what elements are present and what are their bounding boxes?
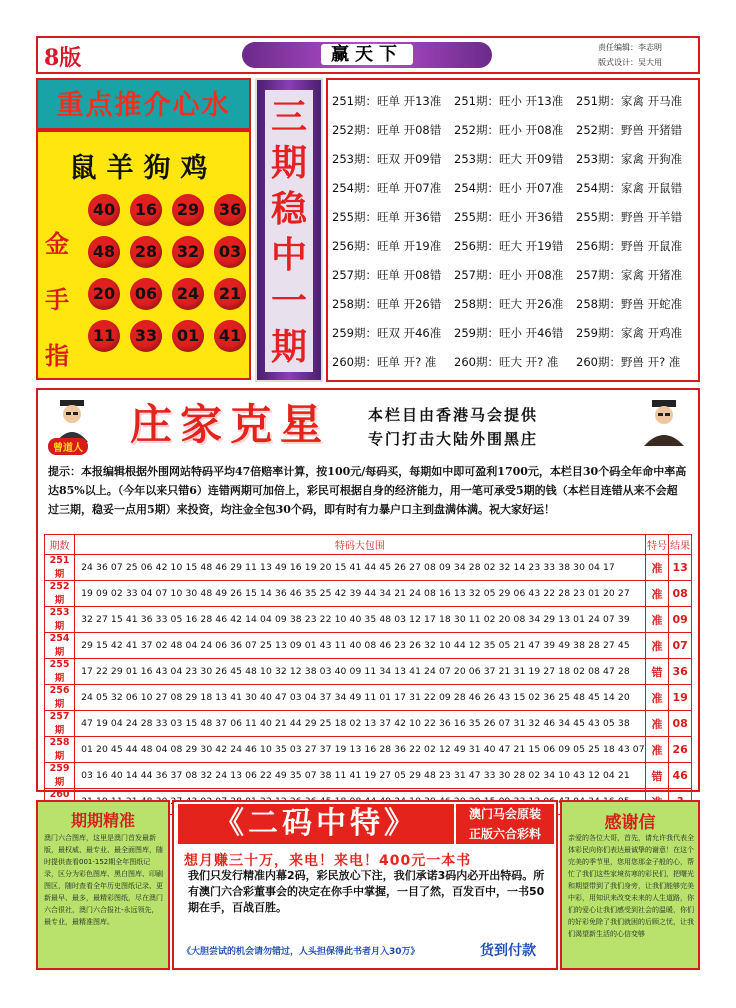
- advert-side-line: 正版六合彩料: [468, 827, 541, 841]
- number-ball: 28: [130, 236, 162, 268]
- list-cell: 257期：旺单 开08错: [332, 268, 442, 282]
- thanks-text: 亲爱的各位大哥，首先，请允许我代表全体彩民向你们表达最诚挚的谢意！在这个完美的季节里，您用您那金子般的心，帮忙了我们这些家境贫寒的彩民们，把曙光和期望带到了我们身旁，让我们能够完美中彩，用知识来改变未来的人生道路，你们的爱心让我们感受到社会的温暖，你们的好彩免除了我们就困的后顾之忧，让我们渴望新生活的心信变够: [568, 834, 694, 938]
- table-row: [45, 685, 692, 711]
- special-cell: 准: [645, 685, 669, 711]
- list-row: [332, 233, 698, 259]
- header-title-pill: [242, 42, 492, 68]
- list-cell: 251期：旺单 开13准: [332, 94, 442, 108]
- result-cell: 08: [669, 711, 692, 737]
- col-result: 结果: [669, 535, 692, 555]
- info-left-title: 期期精准: [70, 811, 135, 830]
- list-cell: 259期：旺双 开46准: [332, 326, 442, 340]
- list-cell: 256期：野兽 开鼠准: [576, 239, 683, 253]
- list-cell: 251期：旺小 开13准: [454, 94, 564, 108]
- special-cell: 准: [645, 581, 669, 607]
- special-cell: 错: [645, 763, 669, 789]
- number-ball: 48: [88, 236, 120, 268]
- side-label-char: 手: [45, 285, 69, 314]
- list-cell: 252期：旺单 开08错: [332, 123, 442, 137]
- advert-title: 《二码中特》: [178, 804, 454, 844]
- person-icon: [52, 398, 92, 442]
- info-left-text: 澳门六合图库，这里是澳门首发最新版，最权威、最专业、最全面图库，随时提供查看001-152期全年图纸记录，区分为彩色图库、黑白图库、印刷图区，随时查看全年历史图纸记录、更新最早、最多，最精彩图纸，尽在澳门六合很社，澳门六合报社-永远领先，最专业，最精准图库。: [44, 834, 163, 926]
- numbers-cell: 24 05 32 06 10 27 08 29 18 13 41 30 40 47 03 04 37 34 49 11 01 17 31 22 09 28 46 26 43 15 02 36 25 48 45 14 20: [75, 685, 646, 711]
- list-row: [332, 175, 698, 201]
- result-cell: 13: [669, 555, 692, 581]
- advert-slogan: 想月赚三十万，来电！来电！400元一本书: [184, 853, 472, 869]
- numbers-cell: 03 16 40 14 44 36 37 08 32 24 13 06 22 49 35 07 38 11 41 19 27 05 29 48 23 31 47 33 30 28 02 34 10 43 12 04 21: [75, 763, 646, 789]
- list-cell: 256期：旺大 开19错: [454, 239, 564, 253]
- number-ball: 06: [130, 278, 162, 310]
- issue-cell: 260: [45, 789, 75, 815]
- numbers-cell: 29 15 42 41 37 02 48 04 24 06 36 07 25 13 09 01 43 11 40 08 46 23 26 32 10 44 12 35 05 21 47 39 49 38 28 27 45: [75, 633, 646, 659]
- issue-cell: 253期: [45, 607, 75, 633]
- col-issue: 期数: [45, 535, 75, 555]
- issue-cell: 259期: [45, 763, 75, 789]
- middle-section: [36, 388, 700, 800]
- number-ball: 33: [130, 320, 162, 352]
- issue-cell: 258期: [45, 737, 75, 763]
- list-row: [332, 88, 698, 114]
- number-ball: 36: [214, 194, 246, 226]
- result-cell: 46: [669, 763, 692, 789]
- numbers-cell: 47 19 04 24 28 33 03 15 48 37 06 11 40 21 44 29 25 18 02 13 37 42 10 22 36 16 35 26 07 31 32 46 34 45 43 05 38: [75, 711, 646, 737]
- issue-cell: 252期: [45, 581, 75, 607]
- list-cell: 260期：野兽 开? 准: [576, 355, 681, 369]
- issue-cell: 251期: [45, 555, 75, 581]
- result-cell: 26: [669, 737, 692, 763]
- list-row: [332, 320, 698, 346]
- credits: [598, 40, 662, 70]
- special-cell: 准: [645, 633, 669, 659]
- list-cell: 253期：旺双 开09错: [332, 152, 442, 166]
- list-cell: 258期：野兽 开蛇准: [576, 297, 683, 311]
- table-row: [45, 659, 692, 685]
- numbers-cell: 24 36 07 25 06 42 10 15 48 46 29 11 13 49 16 19 20 15 41 44 45 26 27 08 09 34 28 02 32 14 23 33 38 30 04 17: [75, 555, 646, 581]
- number-ball: 11: [88, 320, 120, 352]
- banner-char: 一: [270, 280, 307, 322]
- list-cell: 254期：旺小 开07准: [454, 181, 564, 195]
- badge: 曾道人: [48, 438, 88, 455]
- list-cell: 258期：旺单 开26错: [332, 297, 442, 311]
- list-row: [332, 146, 698, 172]
- subtitle-2: 专门打击大陆外围黑庄: [368, 430, 539, 448]
- list-cell: 253期：旺大 开09错: [454, 152, 564, 166]
- table-row: [45, 581, 692, 607]
- result-cell: 09: [669, 607, 692, 633]
- table-row: [45, 555, 692, 581]
- number-ball: 03: [214, 236, 246, 268]
- thanks-title: 感谢信: [604, 813, 656, 833]
- banner-char: 期: [270, 326, 307, 368]
- result-cell: 19: [669, 685, 692, 711]
- notice-text: 提示：本报编辑根据外围网站特码平均47倍赔率计算，按100元/每码买，每期如中即可盈利1700元，本栏目30个码全年命中率高达85%以上。（今年以来只错6）连错两期可加倍上，彩民可根据自身的经济能力，用一笔可承受5期的钱（本栏目连错从来不会超过三期，稳妥一点用5期）来投资，均注金全包30个码，即有时有力暴户口主到盘满体满。祝大家好运！: [48, 465, 687, 516]
- advert-side: [456, 804, 554, 844]
- list-cell: 257期：家禽 开猪准: [576, 268, 683, 282]
- table-header-row: [45, 535, 692, 555]
- list-cell: 253期：家禽 开狗准: [576, 152, 683, 166]
- special-cell: 准: [645, 711, 669, 737]
- list-cell: 260期：旺大 开? 准: [454, 355, 559, 369]
- list-cell: 259期：旺小 开46错: [454, 326, 564, 340]
- golden-finger-label: [42, 216, 72, 384]
- numbers-cell: 19 09 02 33 04 07 10 30 48 49 26 15 14 36 46 35 25 42 39 44 34 21 24 08 16 13 32 05 29 06 43 22 28 23 01 20 27: [75, 581, 646, 607]
- number-ball: 24: [172, 278, 204, 310]
- result-cell: 07: [669, 633, 692, 659]
- subtitle-1: 本栏目由香港马会提供: [368, 406, 539, 424]
- number-ball: 41: [214, 320, 246, 352]
- numbers-cell: 17 22 29 01 16 43 04 23 30 26 45 48 10 32 12 38 03 40 09 11 34 13 41 24 07 20 06 37 21 31 19 27 18 02 08 47 28: [75, 659, 646, 685]
- list-cell: 260期：旺单 开? 准: [332, 355, 437, 369]
- list-row: [332, 204, 698, 230]
- number-ball: 16: [130, 194, 162, 226]
- table-row: [45, 607, 692, 633]
- advert-side-line: 澳门马会原装: [468, 807, 541, 821]
- special-cell: 错: [645, 659, 669, 685]
- header-title: 赢天下: [321, 44, 413, 65]
- info-box-left: [36, 800, 170, 970]
- credit-editor: 责任编辑：李志明: [598, 43, 662, 52]
- section-title: 庄家克星: [130, 400, 331, 449]
- prediction-list: [326, 78, 700, 382]
- issue-cell: 257期: [45, 711, 75, 737]
- list-cell: 255期：旺小 开36错: [454, 210, 564, 224]
- person-icon: [642, 398, 686, 446]
- issue-cell: 255期: [45, 659, 75, 685]
- recommend-box: [36, 78, 251, 380]
- list-row: [332, 291, 698, 317]
- banner-char: 期: [270, 142, 307, 184]
- numbers-table: [44, 534, 692, 815]
- vertical-banner: [255, 78, 323, 382]
- advert-box: [172, 800, 558, 970]
- col-numbers: 特码大包围: [75, 535, 646, 555]
- numbers-cell: 01 20 45 44 48 04 08 29 30 42 24 46 10 35 03 27 37 19 13 16 28 36 22 02 12 49 31 40 47 21 15 06 09 05 25 18 43 07: [75, 737, 646, 763]
- special-cell: 准: [645, 737, 669, 763]
- special-cell: 准: [645, 607, 669, 633]
- table-row: [45, 711, 692, 737]
- table-row: [45, 763, 692, 789]
- result-cell: 36: [669, 659, 692, 685]
- special-cell: 准: [645, 555, 669, 581]
- list-cell: 257期：旺小 开08准: [454, 268, 564, 282]
- number-ball: 21: [214, 278, 246, 310]
- number-ball: 29: [172, 194, 204, 226]
- credit-designer: 版式设计：吴大用: [598, 58, 662, 67]
- advert-pay: 货到付款: [480, 943, 536, 959]
- list-cell: 254期：家禽 开鼠错: [576, 181, 683, 195]
- list-cell: 258期：旺大 开26准: [454, 297, 564, 311]
- list-cell: 252期：野兽 开猪错: [576, 123, 683, 137]
- avatar-right: [642, 398, 686, 450]
- list-cell: 256期：旺单 开19准: [332, 239, 442, 253]
- side-label-char: 金: [45, 229, 69, 258]
- table-body: [45, 555, 692, 815]
- list-row: [332, 262, 698, 288]
- page-header: [36, 36, 700, 74]
- page-number: 8版: [44, 45, 82, 71]
- list-cell: 259期：家禽 开鸡准: [576, 326, 683, 340]
- side-label-char: 指: [45, 341, 69, 370]
- banner-text: [265, 94, 313, 370]
- list-cell: 252期：旺小 开08准: [454, 123, 564, 137]
- advert-body: 我们只发行精准内幕2码，彩民放心下注，我们承诺3码内必开出特码。所有澳门六合彩董事会的决定在你手中掌握，一目了然，百发百中，一书50期在手，百战百胜。: [188, 869, 545, 914]
- issue-cell: 254期: [45, 633, 75, 659]
- list-cell: 255期：野兽 开羊错: [576, 210, 683, 224]
- recommend-title: 重点推介心水: [38, 80, 249, 132]
- col-special: 特号: [645, 535, 669, 555]
- list-cell: 254期：旺单 开07准: [332, 181, 442, 195]
- result-cell: 08: [669, 581, 692, 607]
- number-ball: 40: [88, 194, 120, 226]
- banner-char: 中: [270, 234, 307, 276]
- list-row: [332, 349, 698, 375]
- number-ball: 20: [88, 278, 120, 310]
- table-row: [45, 737, 692, 763]
- number-ball: 01: [172, 320, 204, 352]
- list-cell: 251期：家禽 开马准: [576, 94, 683, 108]
- table-row: [45, 633, 692, 659]
- list-row: [332, 117, 698, 143]
- banner-inner: [265, 90, 313, 372]
- issue-cell: 256期: [45, 685, 75, 711]
- number-ball: 32: [172, 236, 204, 268]
- banner-char: 稳: [270, 188, 307, 230]
- list-cell: 255期：旺单 开36错: [332, 210, 442, 224]
- numbers-cell: 32 27 15 41 36 33 05 16 28 46 42 14 04 09 38 23 22 10 40 35 48 03 12 17 18 30 11 02 20 08 34 29 13 01 24 07 39: [75, 607, 646, 633]
- advert-footnote: 《大胆尝试的机会请勿错过，人头担保得此书者月入30万》: [182, 947, 420, 957]
- banner-char: 三: [270, 96, 307, 138]
- thanks-box: [560, 800, 700, 970]
- recommend-animals: 鼠羊狗鸡: [69, 153, 218, 184]
